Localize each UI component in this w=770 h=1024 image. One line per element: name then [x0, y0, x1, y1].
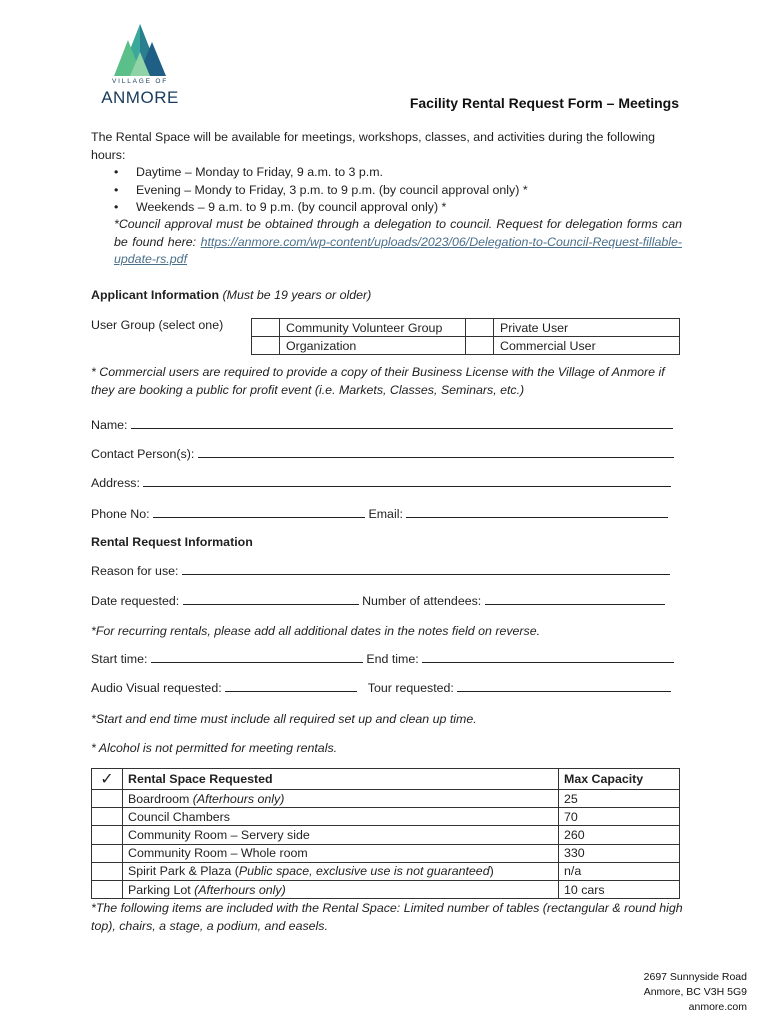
name-row	[91, 418, 681, 432]
checkbox-parking-lot[interactable]	[92, 880, 123, 898]
checkbox-community-volunteer[interactable]	[252, 319, 280, 337]
checkbox-commercial-user[interactable]	[466, 337, 494, 355]
space-spirit-park	[123, 862, 559, 880]
av-field[interactable]	[225, 681, 357, 692]
table-header-row	[92, 769, 680, 790]
reason-label: Reason for use:	[91, 564, 179, 578]
space-parking-lot	[123, 880, 559, 898]
date-label: Date requested:	[91, 594, 180, 608]
table-row	[92, 844, 680, 862]
time-row	[91, 652, 681, 666]
tour-label: Tour requested:	[367, 681, 454, 695]
checkbox-private-user[interactable]	[466, 319, 494, 337]
space-boardroom	[123, 790, 559, 808]
space-qualifier: Public space, exclusive use is not guaranteed	[238, 864, 490, 879]
address-row	[91, 476, 681, 490]
checkbox-spirit-park[interactable]	[92, 862, 123, 880]
included-note: *The following items are included with the Rental Space: Limited number of tables (rectangular & round high top), chairs, a stage, a podium, and easels.	[91, 901, 683, 933]
page-title: Facility Rental Request Form – Meetings	[409, 95, 679, 111]
av-label: Audio Visual requested:	[91, 681, 222, 695]
attendees-field[interactable]	[485, 594, 665, 605]
capacity-community-servery: 260	[559, 826, 680, 844]
end-time-field[interactable]	[422, 652, 674, 663]
hours-evening: • Evening – Mondy to Friday, 3 p.m. to 9 p.m. (by council approval only) *	[114, 182, 528, 200]
age-note: (Must be 19 years or older)	[222, 288, 372, 302]
av-tour-row	[91, 681, 681, 695]
space-council-chambers: Council Chambers	[123, 808, 559, 826]
applicant-heading-row	[91, 288, 681, 302]
recurring-note: *For recurring rentals, please add all additional dates in the notes field on reverse.	[91, 624, 541, 638]
option-private-user: Private User	[494, 319, 680, 337]
checkbox-organization[interactable]	[252, 337, 280, 355]
header-space: Rental Space Requested	[123, 769, 559, 790]
space-name: Spirit Park & Plaza (	[128, 864, 239, 879]
check-icon: ✓	[92, 769, 123, 790]
space-tail: )	[489, 864, 494, 879]
contact-field[interactable]	[198, 447, 674, 458]
table-row	[92, 790, 680, 808]
council-note	[114, 216, 682, 269]
email-label: Email:	[368, 507, 403, 521]
footer-city: Anmore, BC V3H 5G9	[643, 986, 747, 998]
option-organization: Organization	[280, 337, 466, 355]
user-group-table	[251, 318, 680, 355]
footer-site: anmore.com	[688, 1001, 747, 1013]
end-time-label: End time:	[366, 652, 419, 666]
table-row	[92, 808, 680, 826]
date-field[interactable]	[183, 594, 359, 605]
name-field[interactable]	[131, 418, 673, 429]
checkbox-community-servery[interactable]	[92, 826, 123, 844]
phone-email-row	[91, 507, 681, 521]
council-note-text: *Council approval must be obtained through a delegation to council. Request for delegation forms can be found here:	[114, 217, 682, 249]
space-community-whole: Community Room – Whole room	[123, 844, 559, 862]
table-row	[92, 826, 680, 844]
rental-heading: Rental Request Information	[91, 535, 253, 549]
date-attendees-row	[91, 594, 681, 608]
delegation-form-link[interactable]: https://anmore.com/wp-content/uploads/2023/06/Delegation-to-Council-Request-fillable-update-rs.pdf	[114, 234, 682, 266]
hours-daytime: • Daytime – Monday to Friday, 9 a.m. to 3 p.m.	[114, 164, 528, 182]
start-time-field[interactable]	[151, 652, 363, 663]
space-qualifier: (Afterhours only)	[192, 791, 285, 806]
option-community-volunteer: Community Volunteer Group	[280, 319, 466, 337]
alcohol-note: * Alcohol is not permitted for meeting rentals.	[91, 741, 338, 755]
name-label: Name:	[91, 418, 128, 432]
applicant-heading: Applicant Information	[91, 288, 220, 302]
address-label: Address:	[91, 476, 140, 490]
capacity-community-whole: 330	[559, 844, 680, 862]
logo-anmore: ANMORE	[101, 88, 179, 107]
reason-row	[91, 564, 681, 578]
attendees-label: Number of attendees:	[362, 594, 482, 608]
email-field[interactable]	[406, 507, 668, 518]
contact-row	[91, 447, 681, 461]
rental-space-table	[91, 768, 680, 899]
checkbox-council-chambers[interactable]	[92, 808, 123, 826]
table-row	[92, 880, 680, 898]
tour-field[interactable]	[457, 681, 671, 692]
space-name: Parking Lot	[128, 882, 195, 897]
space-qualifier: (Afterhours only)	[194, 882, 286, 897]
capacity-boardroom: 25	[559, 790, 680, 808]
user-group-label: User Group (select one)	[91, 318, 224, 332]
option-commercial-user: Commercial User	[494, 337, 680, 355]
contact-label: Contact Person(s):	[91, 447, 195, 461]
intro-text: The Rental Space will be available for meetings, workshops, classes, and activities during the following hours:	[91, 130, 656, 162]
hours-weekends: • Weekends – 9 a.m. to 9 p.m. (by council approval only) *	[114, 199, 528, 217]
checkbox-boardroom[interactable]	[92, 790, 123, 808]
reason-field[interactable]	[182, 564, 670, 575]
header-capacity: Max Capacity	[559, 769, 680, 790]
phone-label: Phone No:	[91, 507, 150, 521]
capacity-parking-lot: 10 cars	[559, 880, 680, 898]
logo-village-of: VILLAGE OF	[112, 78, 168, 85]
footer-street: 2697 Sunnyside Road	[643, 971, 747, 983]
start-time-label: Start time:	[91, 652, 148, 666]
address-field[interactable]	[143, 476, 671, 487]
footer-address	[644, 970, 747, 1015]
table-row	[92, 862, 680, 880]
space-community-servery: Community Room – Servery side	[123, 826, 559, 844]
commercial-note: * Commercial users are required to provide a copy of their Business License with the Village of Anmore if they are booking a public for profit event (i.e. Markets, Classes, Seminars, etc.)	[91, 365, 665, 397]
space-name: Boardroom	[128, 791, 193, 806]
phone-field[interactable]	[153, 507, 365, 518]
hours-list	[114, 164, 528, 217]
checkbox-community-whole[interactable]	[92, 844, 123, 862]
capacity-council-chambers: 70	[559, 808, 680, 826]
capacity-spirit-park: n/a	[559, 862, 680, 880]
setup-note: *Start and end time must include all required set up and clean up time.	[91, 712, 477, 726]
